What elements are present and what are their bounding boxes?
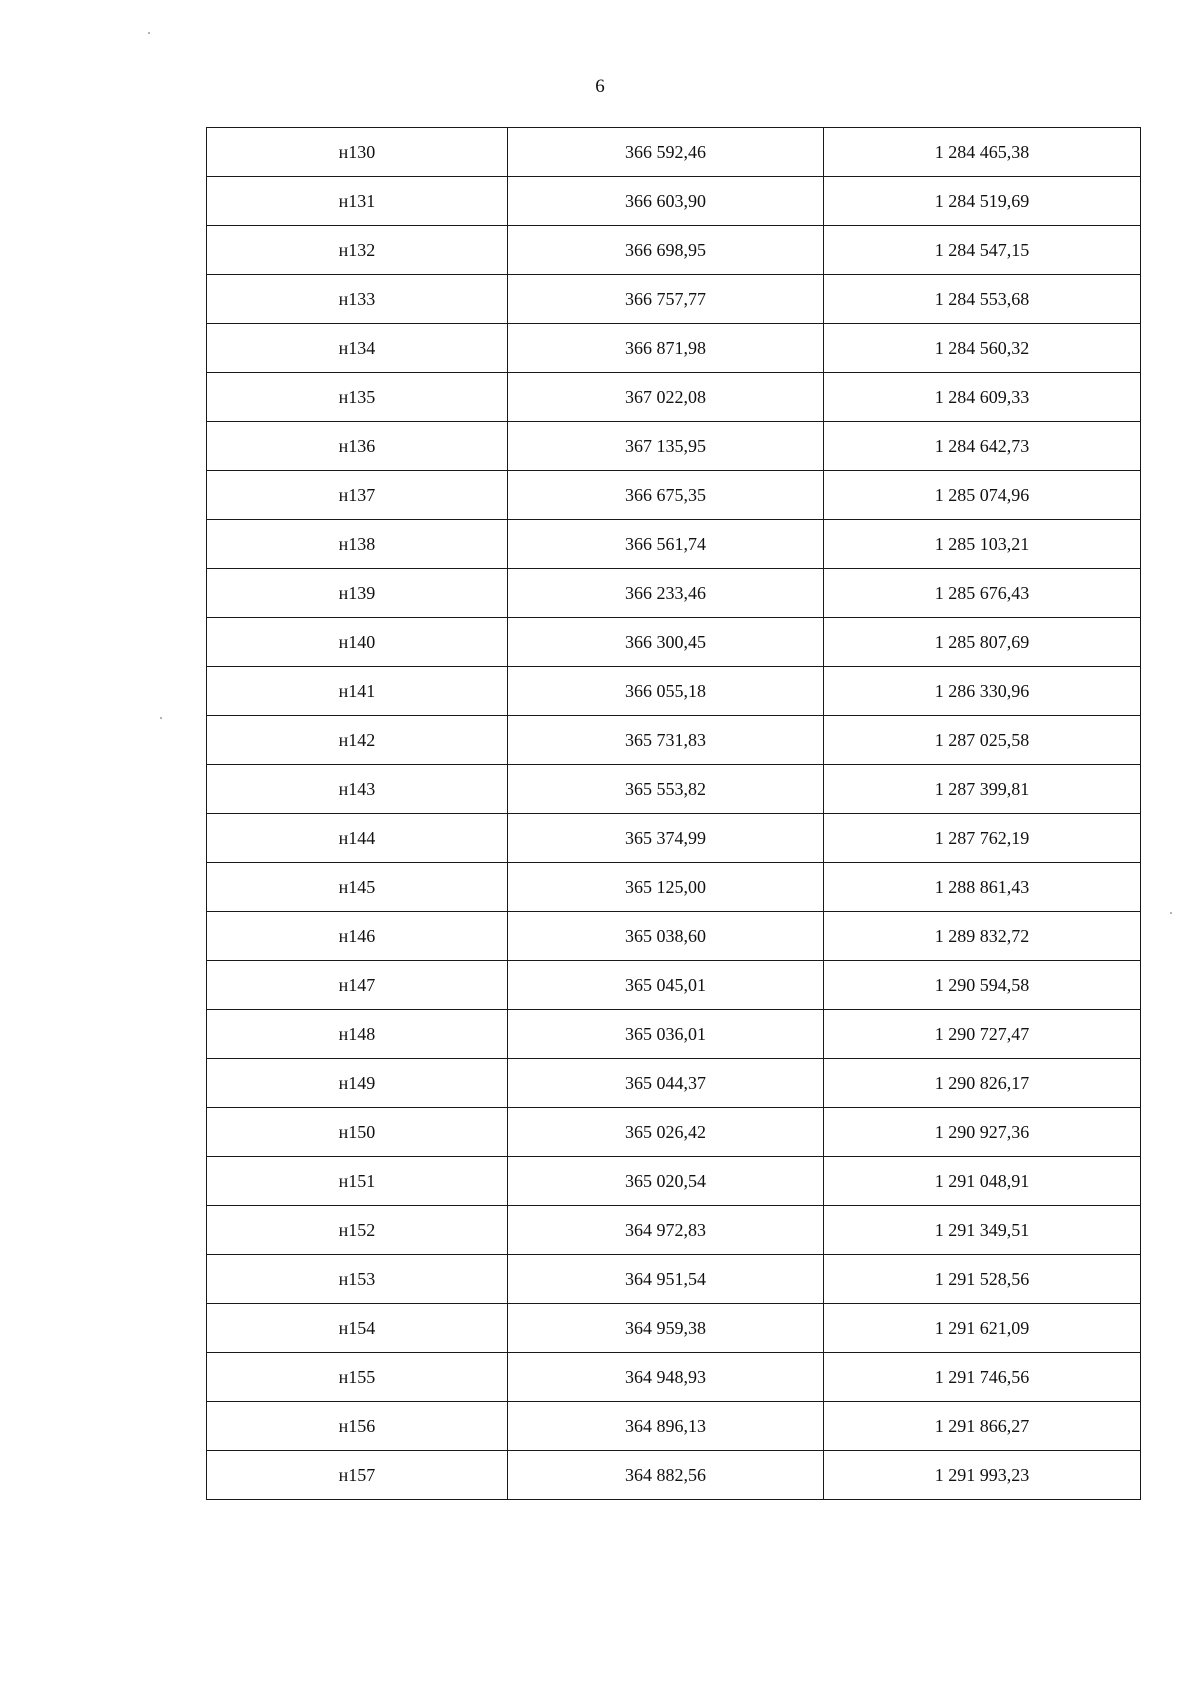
point-name-cell: н141 [207,667,508,716]
point-name-cell: н138 [207,520,508,569]
table-row [207,422,1141,471]
y-coordinate-cell: 1 287 399,81 [824,765,1141,814]
y-coordinate-cell: 1 290 594,58 [824,961,1141,1010]
x-coordinate-cell: 366 698,95 [508,226,824,275]
table-row [207,177,1141,226]
x-coordinate-cell: 364 948,93 [508,1353,824,1402]
point-name-cell: н130 [207,128,508,177]
x-coordinate-cell: 364 972,83 [508,1206,824,1255]
x-coordinate-cell: 364 951,54 [508,1255,824,1304]
y-coordinate-cell: 1 289 832,72 [824,912,1141,961]
table-row [207,128,1141,177]
point-name-cell: н137 [207,471,508,520]
point-name-cell: н152 [207,1206,508,1255]
point-name-cell: н132 [207,226,508,275]
point-name-cell: н153 [207,1255,508,1304]
y-coordinate-cell: 1 287 762,19 [824,814,1141,863]
table-row [207,961,1141,1010]
coordinates-table [206,127,1141,1500]
y-coordinate-cell: 1 291 528,56 [824,1255,1141,1304]
table-row [207,1157,1141,1206]
y-coordinate-cell: 1 284 465,38 [824,128,1141,177]
table-row [207,1451,1141,1500]
x-coordinate-cell: 365 374,99 [508,814,824,863]
x-coordinate-cell: 365 020,54 [508,1157,824,1206]
point-name-cell: н150 [207,1108,508,1157]
point-name-cell: н154 [207,1304,508,1353]
point-name-cell: н151 [207,1157,508,1206]
point-name-cell: н149 [207,1059,508,1108]
y-coordinate-cell: 1 284 547,15 [824,226,1141,275]
scan-speck [160,717,162,719]
table-row [207,226,1141,275]
y-coordinate-cell: 1 285 807,69 [824,618,1141,667]
point-name-cell: н148 [207,1010,508,1059]
y-coordinate-cell: 1 284 519,69 [824,177,1141,226]
point-name-cell: н133 [207,275,508,324]
point-name-cell: н156 [207,1402,508,1451]
table-row [207,667,1141,716]
y-coordinate-cell: 1 285 676,43 [824,569,1141,618]
y-coordinate-cell: 1 290 727,47 [824,1010,1141,1059]
table-row [207,520,1141,569]
x-coordinate-cell: 365 026,42 [508,1108,824,1157]
x-coordinate-cell: 366 233,46 [508,569,824,618]
y-coordinate-cell: 1 285 103,21 [824,520,1141,569]
x-coordinate-cell: 364 896,13 [508,1402,824,1451]
y-coordinate-cell: 1 291 349,51 [824,1206,1141,1255]
point-name-cell: н155 [207,1353,508,1402]
x-coordinate-cell: 366 592,46 [508,128,824,177]
table-row [207,471,1141,520]
y-coordinate-cell: 1 291 048,91 [824,1157,1141,1206]
table-row [207,912,1141,961]
table-row [207,716,1141,765]
x-coordinate-cell: 365 038,60 [508,912,824,961]
x-coordinate-cell: 364 959,38 [508,1304,824,1353]
scan-speck [1170,912,1172,914]
y-coordinate-cell: 1 291 621,09 [824,1304,1141,1353]
y-coordinate-cell: 1 291 746,56 [824,1353,1141,1402]
y-coordinate-cell: 1 291 866,27 [824,1402,1141,1451]
x-coordinate-cell: 366 675,35 [508,471,824,520]
x-coordinate-cell: 365 036,01 [508,1010,824,1059]
table-row [207,373,1141,422]
point-name-cell: н134 [207,324,508,373]
table-row [207,1010,1141,1059]
x-coordinate-cell: 365 044,37 [508,1059,824,1108]
x-coordinate-cell: 366 603,90 [508,177,824,226]
table-row [207,1402,1141,1451]
y-coordinate-cell: 1 290 826,17 [824,1059,1141,1108]
y-coordinate-cell: 1 284 642,73 [824,422,1141,471]
y-coordinate-cell: 1 290 927,36 [824,1108,1141,1157]
x-coordinate-cell: 365 553,82 [508,765,824,814]
point-name-cell: н146 [207,912,508,961]
point-name-cell: н135 [207,373,508,422]
table-row [207,1108,1141,1157]
table-row [207,275,1141,324]
x-coordinate-cell: 365 125,00 [508,863,824,912]
table-row [207,814,1141,863]
point-name-cell: н157 [207,1451,508,1500]
y-coordinate-cell: 1 291 993,23 [824,1451,1141,1500]
table-row [207,765,1141,814]
scan-speck [148,32,150,34]
point-name-cell: н147 [207,961,508,1010]
x-coordinate-cell: 367 135,95 [508,422,824,471]
y-coordinate-cell: 1 286 330,96 [824,667,1141,716]
x-coordinate-cell: 365 731,83 [508,716,824,765]
point-name-cell: н139 [207,569,508,618]
point-name-cell: н145 [207,863,508,912]
x-coordinate-cell: 365 045,01 [508,961,824,1010]
x-coordinate-cell: 366 561,74 [508,520,824,569]
point-name-cell: н131 [207,177,508,226]
x-coordinate-cell: 367 022,08 [508,373,824,422]
table-row [207,1255,1141,1304]
table-row [207,1206,1141,1255]
x-coordinate-cell: 366 757,77 [508,275,824,324]
point-name-cell: н142 [207,716,508,765]
y-coordinate-cell: 1 284 560,32 [824,324,1141,373]
y-coordinate-cell: 1 287 025,58 [824,716,1141,765]
point-name-cell: н144 [207,814,508,863]
x-coordinate-cell: 366 055,18 [508,667,824,716]
table-row [207,324,1141,373]
point-name-cell: н143 [207,765,508,814]
table-row [207,1304,1141,1353]
table-row [207,569,1141,618]
point-name-cell: н136 [207,422,508,471]
y-coordinate-cell: 1 284 609,33 [824,373,1141,422]
table-row [207,863,1141,912]
x-coordinate-cell: 366 300,45 [508,618,824,667]
y-coordinate-cell: 1 288 861,43 [824,863,1141,912]
x-coordinate-cell: 366 871,98 [508,324,824,373]
x-coordinate-cell: 364 882,56 [508,1451,824,1500]
y-coordinate-cell: 1 284 553,68 [824,275,1141,324]
table-row [207,1353,1141,1402]
point-name-cell: н140 [207,618,508,667]
y-coordinate-cell: 1 285 074,96 [824,471,1141,520]
coordinates-table-body [207,128,1141,1500]
table-row [207,618,1141,667]
table-row [207,1059,1141,1108]
page-number: 6 [595,76,605,97]
